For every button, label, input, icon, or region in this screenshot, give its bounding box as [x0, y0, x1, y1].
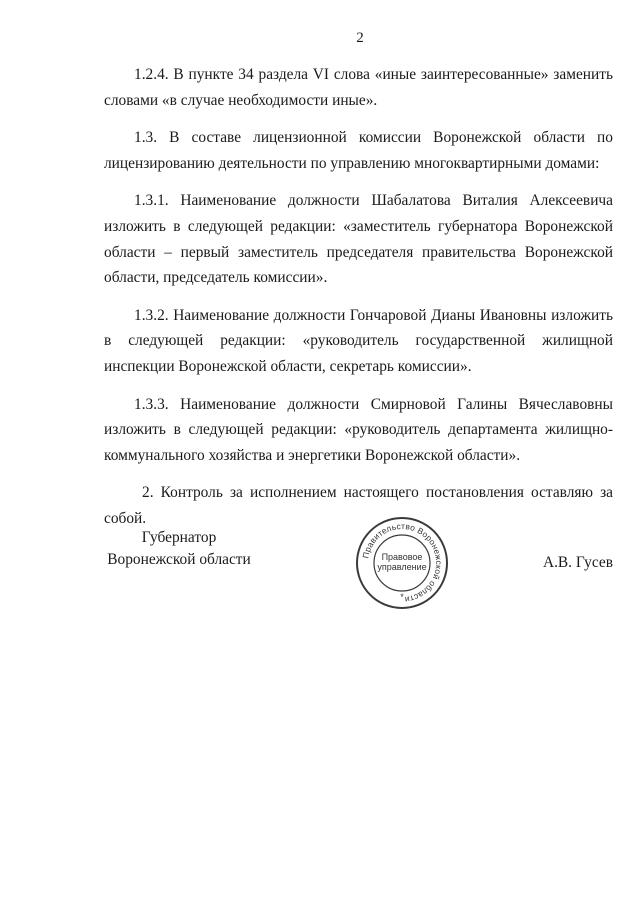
page-number: 2 — [356, 30, 364, 46]
stamp-center-text — [354, 552, 450, 572]
paragraph-1-3: 1.3. В составе лицензионной комиссии Воронежской области по лицензированию деятельности по управлению многоквартирными домами: — [104, 129, 613, 172]
signatory-title — [104, 527, 254, 571]
stamp-center-line-1: Правовое — [381, 552, 423, 562]
paragraph-1-2-4: 1.2.4. В пункте 34 раздела VI слова «иные заинтересованные» заменить словами «в случае необходимости иные». — [104, 66, 613, 109]
paragraph-2: 2. Контроль за исполнением настоящего постановления оставляю за собой. — [104, 484, 613, 527]
paragraph-1-3-3: 1.3.3. Наименование должности Смирновой Галины Вячеславовны изложить в следующей редакции: «руководитель департамента жилищно-коммунального хозяйства и энергетики Воронежской области». — [104, 395, 613, 464]
signatory-title-line-1: Губернатор — [141, 529, 217, 546]
stamp-star: * — [400, 592, 404, 602]
official-stamp — [354, 515, 450, 611]
signatory-name: А.В. Гусев — [542, 554, 613, 571]
paragraph-1-3-2: 1.3.2. Наименование должности Гончаровой Дианы Ивановны изложить в следующей редакции: «руководитель государственной жилищной инспекции Воронежской области, секретарь комиссии». — [104, 306, 613, 375]
document-body — [104, 62, 613, 544]
paragraph-1-3-1: 1.3.1. Наименование должности Шабалатова Виталия Алексеевича изложить в следующей редакции: «заместитель губернатора Воронежской области – первый заместитель председателя правительства Воронежской области, председатель комиссии». — [104, 192, 613, 287]
signatory-title-line-2: Воронежской области — [107, 551, 251, 568]
stamp-center-line-2: управление — [377, 562, 427, 572]
stamp-ring-text: Правительство Воронежской области — [360, 520, 445, 605]
